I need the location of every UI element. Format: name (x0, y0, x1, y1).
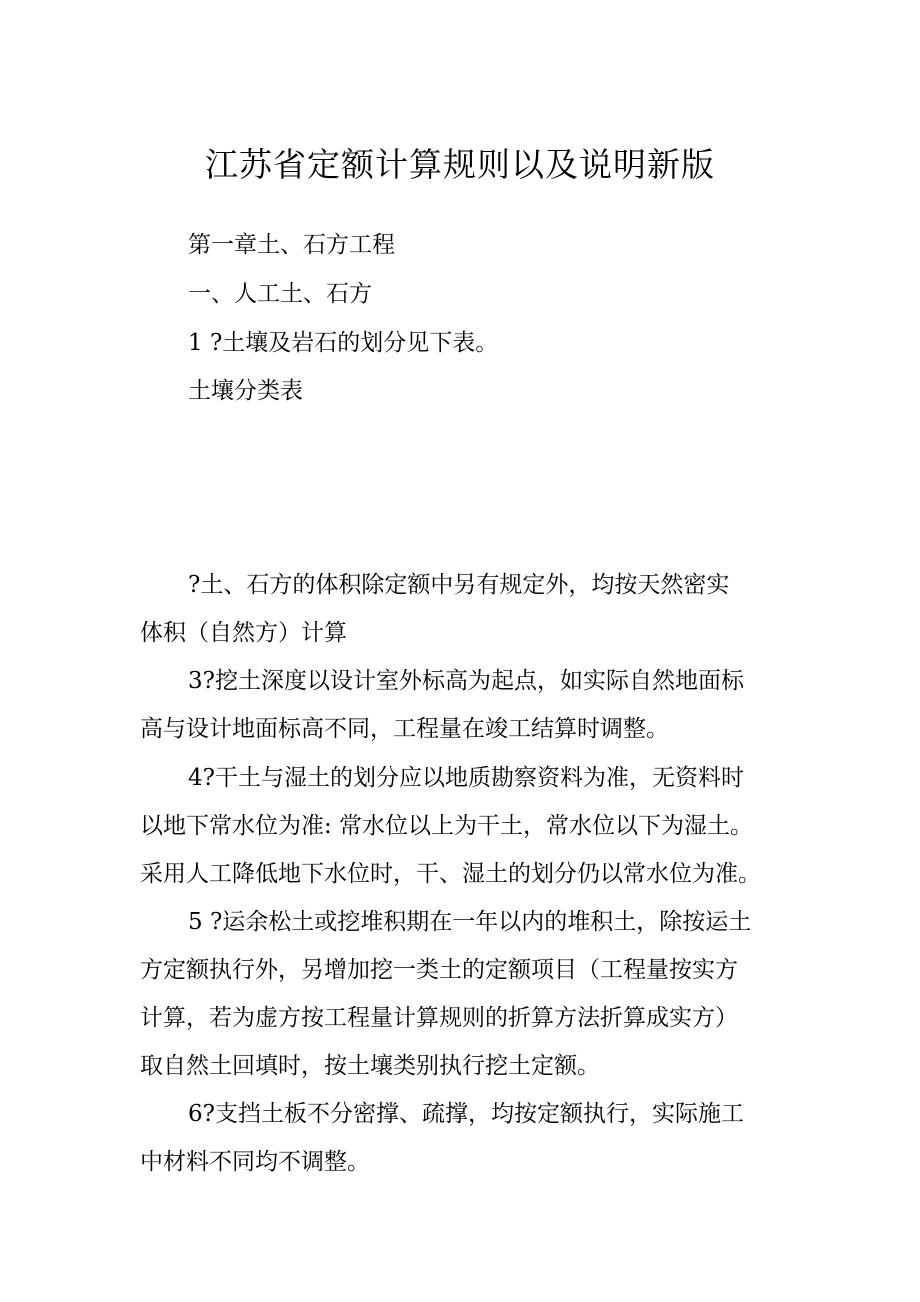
paragraph-line: 6?支挡土板不分密撑、疏撑，均按定额执行，实际施工 (188, 1101, 744, 1127)
paragraph-line: 4?干土与湿土的划分应以地质勘察资料为准，无资料时 (188, 765, 744, 791)
paragraph-line: ?土、石方的体积除定额中另有规定外，均按天然密实 (188, 572, 730, 598)
paragraph-line: 高与设计地面标高不同，工程量在竣工结算时调整。 (140, 716, 669, 742)
paragraph-line: 采用人工降低地下水位时，干、湿土的划分仍以常水位为准。 (140, 861, 761, 887)
paragraph-line: 5 ?运余松土或挖堆积期在一年以内的堆积土，除按运土 (188, 909, 752, 935)
table-caption: 土壤分类表 (188, 378, 303, 404)
paragraph-line: 中材料不同均不调整。 (140, 1149, 370, 1175)
paragraph-line: 体积（自然方）计算 (140, 620, 347, 646)
paragraph-line: 1 ?土壤及岩石的划分见下表。 (188, 330, 499, 356)
section-heading: 一、人工土、石方 (188, 281, 372, 307)
paragraph-line: 方定额执行外，另增加挖一类土的定额项目（工程量按实方 (140, 957, 738, 983)
paragraph-line: 以地下常水位为准: 常水位以上为干土，常水位以下为湿土。 (140, 813, 754, 839)
document-title: 江苏省定额计算规则以及说明新版 (205, 145, 715, 184)
chapter-heading: 第一章土、石方工程 (188, 232, 395, 258)
paragraph-line: 计算，若为虚方按工程量计算规则的折算方法折算成实方） (140, 1005, 738, 1031)
paragraph-line: 3?挖土深度以设计室外标高为起点，如实际自然地面标 (188, 668, 744, 694)
paragraph-line: 取自然土回填时，按土壤类别执行挖土定额。 (140, 1053, 600, 1079)
